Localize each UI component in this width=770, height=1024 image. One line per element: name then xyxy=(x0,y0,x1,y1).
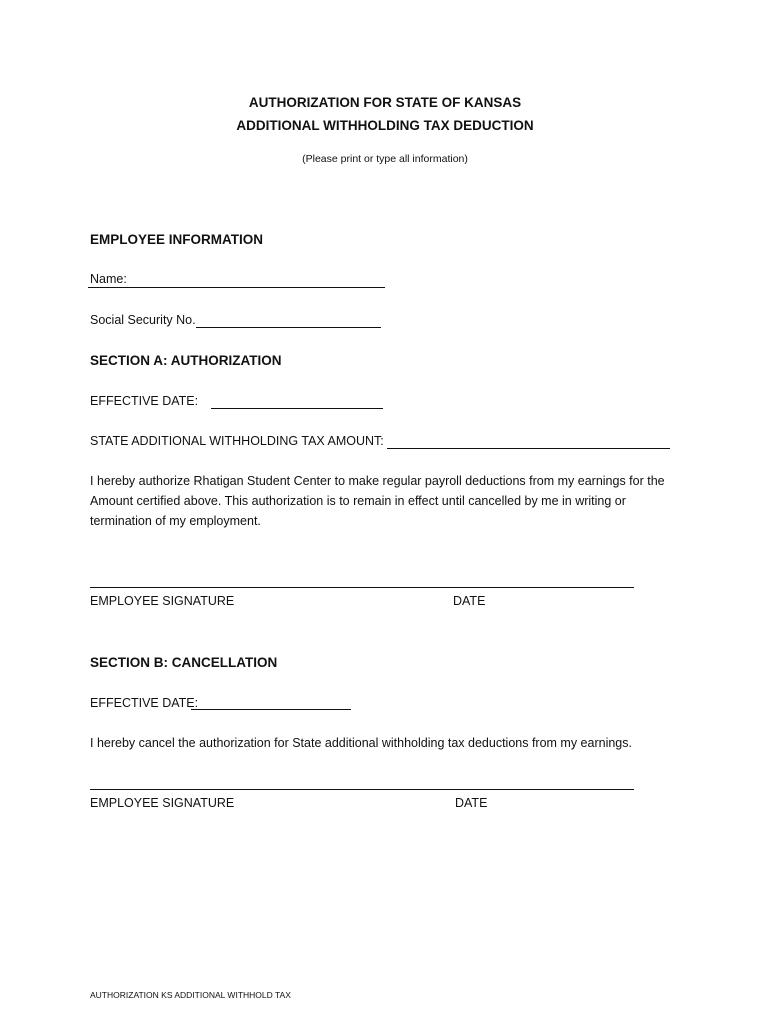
section-a-effective-date-line[interactable] xyxy=(211,408,383,409)
name-label: Name: xyxy=(90,272,127,286)
section-b-date-label: DATE xyxy=(455,796,488,810)
cancellation-statement: I hereby cancel the authorization for State additional withholding tax deductions from my earnings. xyxy=(90,736,632,750)
authorization-statement-line2: Amount certified above. This authorization is to remain in effect until cancelled by me in writing or xyxy=(90,494,626,508)
section-b-effective-date-line[interactable] xyxy=(191,709,351,710)
section-a-date-label: DATE xyxy=(453,594,486,608)
section-a-heading: SECTION A: AUTHORIZATION xyxy=(90,353,282,368)
section-a-effective-date-label: EFFECTIVE DATE: xyxy=(90,394,199,408)
ssn-field-line[interactable] xyxy=(196,327,381,328)
form-title-line1: AUTHORIZATION FOR STATE OF KANSAS xyxy=(248,95,522,110)
tax-amount-line[interactable] xyxy=(387,448,670,449)
section-b-heading: SECTION B: CANCELLATION xyxy=(90,655,278,670)
form-title-line2: ADDITIONAL WITHHOLDING TAX DEDUCTION xyxy=(236,118,534,133)
form-footer: AUTHORIZATION KS ADDITIONAL WITHHOLD TAX xyxy=(90,990,291,1000)
ssn-label: Social Security No. xyxy=(90,313,196,327)
section-b-signature-line[interactable] xyxy=(90,789,634,790)
authorization-statement-line3: termination of my employment. xyxy=(90,514,261,528)
authorization-statement xyxy=(90,471,690,531)
employee-info-heading: EMPLOYEE INFORMATION xyxy=(90,232,264,247)
tax-amount-label: STATE ADDITIONAL WITHHOLDING TAX AMOUNT: xyxy=(90,434,384,448)
form-instruction: (Please print or type all information) xyxy=(302,153,468,165)
name-field-line[interactable] xyxy=(88,287,385,288)
authorization-statement-line1: I hereby authorize Rhatigan Student Center to make regular payroll deductions from my earnings for the xyxy=(90,474,665,488)
section-b-effective-date-label: EFFECTIVE DATE: xyxy=(90,696,199,710)
section-a-signature-label: EMPLOYEE SIGNATURE xyxy=(90,594,235,608)
section-b-signature-label: EMPLOYEE SIGNATURE xyxy=(90,796,235,810)
section-a-signature-line[interactable] xyxy=(90,587,634,588)
